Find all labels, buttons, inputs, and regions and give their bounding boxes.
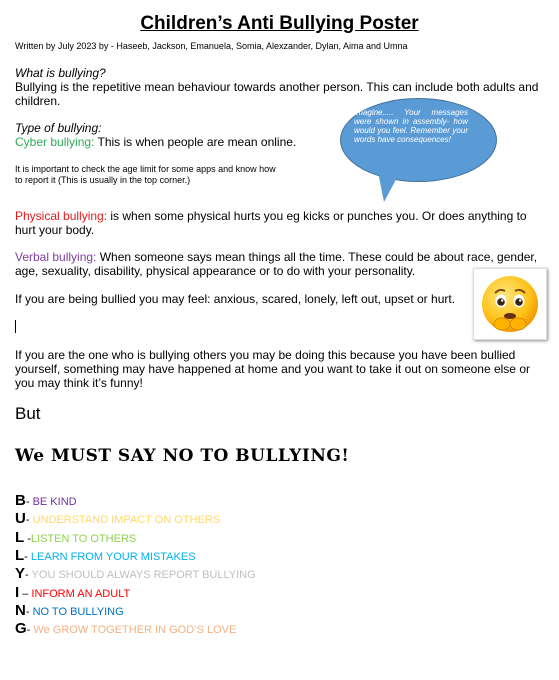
acrostic-letter: L (15, 528, 25, 546)
byline: Written by July 2023 by - Haseeb, Jackson, Emanuela, Somia, Alexzander, Dylan, Aima and Umna (15, 41, 408, 51)
acrostic-letter: B (15, 492, 26, 509)
acrostic-separator: - (25, 605, 33, 618)
acrostic-row (15, 584, 130, 602)
age-note: It is important to check the age limit for some apps and know how to report it (This is usually in the top corner.) (15, 164, 276, 185)
verbal-paragraph (15, 250, 545, 278)
emoji-image (473, 268, 547, 340)
cyber-label: Cyber bullying: (15, 135, 95, 149)
speech-bubble-text: Imagine..... Your messages were shown in assembly- how would you feel. Remember your words have consequences! (354, 108, 468, 144)
acrostic-separator: – (19, 587, 32, 600)
acrostic-text: YOU SHOULD ALWAYS REPORT BULLYING (31, 569, 256, 582)
acrostic-text: UNDERSTAND IMPACT ON OTHERS (32, 514, 221, 527)
cyber-paragraph (15, 135, 296, 149)
what-body: Bullying is the repetitive mean behaviour towards another person. This can include both adults and children. (15, 80, 539, 108)
poster-title: Children’s Anti Bullying Poster (140, 13, 419, 34)
acrostic-letter: Y (15, 565, 26, 583)
physical-label: Physical bullying: (15, 209, 108, 223)
acrostic-letter: I (15, 583, 20, 601)
acrostic-separator: - (25, 514, 33, 527)
acrostic-text: INFORM AN ADULT (31, 587, 131, 600)
acrostic-letter: L (15, 546, 25, 564)
acrostic-row (15, 510, 220, 528)
acrostic-row (15, 529, 136, 547)
acrostic-text: NO TO BULLYING (32, 605, 124, 618)
verbal-label: Verbal bullying: (15, 250, 97, 264)
what-heading: What is bullying? (15, 66, 106, 80)
acrostic-separator: - (25, 569, 32, 582)
cyber-text: This is when people are mean online. (94, 135, 297, 149)
acrostic-row (15, 620, 236, 638)
acrostic-row (15, 602, 124, 620)
worried-face-emoji-icon (474, 269, 546, 339)
acrostic-text: BE KIND (32, 496, 77, 508)
acrostic-letter: N (15, 601, 26, 619)
but-text: But (15, 404, 41, 423)
acrostic-separator: - (25, 496, 33, 508)
text-cursor (15, 320, 16, 333)
acrostic-row (15, 492, 77, 510)
physical-paragraph (15, 209, 545, 237)
physical-text: is when some physical hurts you eg kicks or punches you. Or does anything to hurt your body. (15, 209, 527, 237)
acrostic-row (15, 565, 256, 583)
acrostic-separator: - (24, 550, 31, 563)
type-heading: Type of bullying: (15, 121, 102, 135)
say-no-heading: We MUST SAY NO TO BULLYING! (15, 446, 350, 466)
acrostic-letter: U (15, 510, 26, 528)
speech-bubble-tail (378, 172, 400, 202)
acrostic-text: LEARN FROM YOUR MISTAKES (30, 550, 196, 563)
acrostic-row (15, 547, 196, 565)
feelings-text: If you are being bullied you may feel: anxious, scared, lonely, left out, upset or hurt. (15, 292, 456, 306)
verbal-text: When someone says mean things all the time. These could be about race, gender, age, sexuality, disability, physical appearance or to do with your personality. (15, 250, 538, 278)
bully-reason-text: If you are the one who is bullying others you may be doing this because you have been bullied yourself, something may have happened at home and you want to take it out on someone else or you may think it’s funny! (15, 348, 530, 390)
acrostic-letter: G (15, 620, 27, 638)
acrostic-text: We GROW TOGETHER IN GOD’S LOVE (33, 624, 237, 637)
acrostic-separator: - (26, 624, 34, 637)
acrostic-separator: - (24, 532, 31, 545)
acrostic-text: LISTEN TO OTHERS (30, 532, 137, 545)
